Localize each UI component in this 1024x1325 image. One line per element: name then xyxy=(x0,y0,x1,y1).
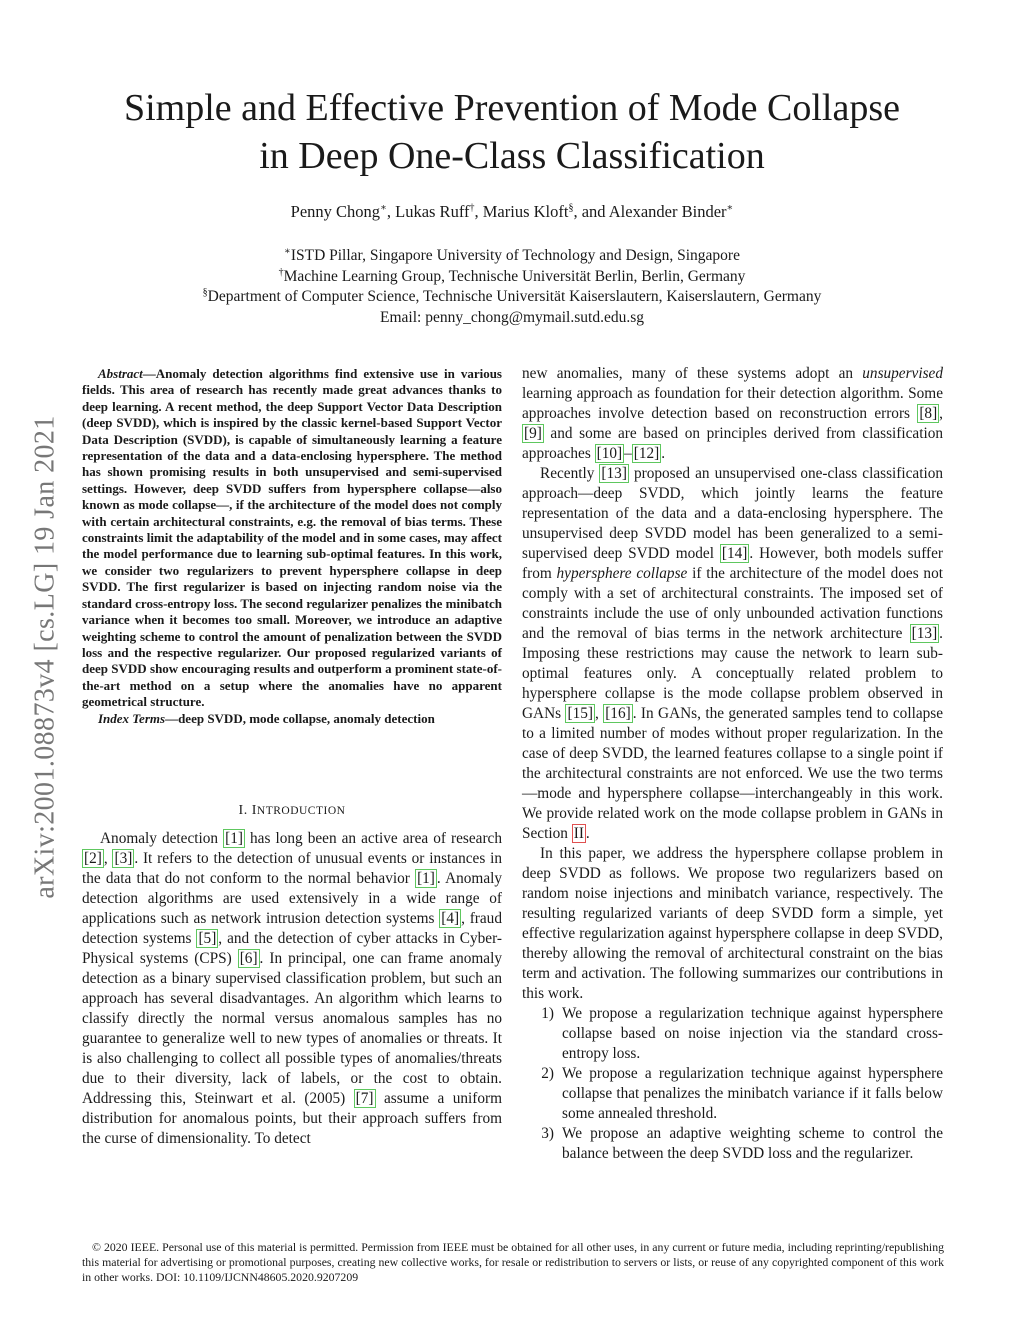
citation-link[interactable]: [2] xyxy=(84,850,102,867)
citation-link[interactable]: [1] xyxy=(225,830,243,847)
list-item xyxy=(522,1124,943,1164)
copyright-footer xyxy=(82,1240,944,1285)
affiliation-text: ISTD Pillar, Singapore University of Technology and Design, Singapore xyxy=(290,247,740,264)
body-paragraph: new anomalies, many of these systems adopt an unsupervised learning approach as foundation for their detection algorithm. Some approaches involve detection based on reconstruction errors [8] , [9] and some are based on principles derived from classification approaches [10] – [12] . xyxy=(522,365,943,462)
author-name: Alexander Binder xyxy=(608,202,727,221)
author-name: Lukas Ruff xyxy=(395,202,470,221)
paper-title xyxy=(60,84,964,180)
abstract-paragraph xyxy=(82,366,502,711)
intro-column-left xyxy=(82,829,502,1149)
affiliation-text: Department of Computer Science, Technische Universität Kaiserslautern, Kaiserslautern, Germany xyxy=(207,288,822,305)
section-number: I. xyxy=(238,803,252,818)
author-name: Marius Kloft xyxy=(482,202,569,221)
index-terms xyxy=(82,711,502,727)
list-text: We propose a regularization technique against hypersphere collapse based on noise injection via the standard cross-entropy loss. xyxy=(562,1005,943,1062)
section-link[interactable]: II xyxy=(573,825,584,842)
affiliation-mark: † xyxy=(278,266,284,278)
section-title-rest: NTRODUCTION xyxy=(256,805,346,817)
intro-paragraph: Anomaly detection [1] has long been an active area of research [2] , [3] . It refers to the detection of unusual events or instances in the data that do not conform to the normal behavior [1] . Anomaly detection algorithms are used extensively in a wide range of applications such as network intrusion detection systems [4] , fraud detection systems [5] , and the detection of cyber attacks in Cyber-Physical systems (CPS) [6] . In principal, one can frame anomaly detection as a binary supervised classification problem, but such an approach has several disadvantages. An algorithm which learns to classify directly the normal versus anomalous samples has no guarantee to generalize well to new types of anomalies or threats. It is also challenging to collect all possible types of anomalies/threats due to their diversity, lack of labels, or the cost to obtain. Addressing this, Steinwart et al. (2005) [7] assume a uniform distribution for anomalous points, but their approach suffers from the curse of dimensionality. To detect xyxy=(82,830,503,1147)
right-column xyxy=(522,364,943,1164)
list-item xyxy=(522,1064,943,1124)
title-line-2: in Deep One-Class Classification xyxy=(259,135,765,177)
body-paragraph: In this paper, we address the hypersphere collapse problem in deep SVDD as follows. We propose two regularizers based on random noise injections and minibatch variance, respectively. The resulting regularized variants of deep SVDD form a simple, yet effective regularization against hypersphere collapse in deep SVDD, thereby allowing the removal of architectural constraint on the bias term and activation. The following summarizes our contributions in this work. xyxy=(522,845,943,1002)
body-paragraph: Recently [13] proposed an unsupervised one-class classification approach—deep SVDD, which jointly learns the feature representation of the data and a data-enclosing hypersphere. The unsupervised deep SVDD model has been generalized to a semi-supervised deep SVDD model [14] . However, both models suffer from hypersphere collapse if the architecture of the model does not comply with a set of architectural constraints. The imposed set of constraints include the use of only unbounded activation functions and the removal of bias terms in the network architecture [13] . Imposing these restrictions may cause the network to learn sub-optimal features only. A conceptually related problem to hypersphere collapse is the mode collapse problem observed in GANs [15] , [16] . In GANs, the generated samples tend to collapse to a limited number of modes without proper regularization. In the case of deep SVDD, the learned features collapse to a single point if the architectural constraints are not enforced. We use the two terms—mode and hypersphere collapse—interchangeably in this work. We provide related work on the mode collapse problem in GANs in Section II . xyxy=(522,465,944,842)
list-item xyxy=(522,1004,943,1064)
citation-link[interactable]: [10] xyxy=(596,445,623,462)
author-mark: § xyxy=(568,202,574,214)
author-mark: ∗ xyxy=(726,202,734,214)
affiliation xyxy=(60,246,964,267)
affiliation xyxy=(60,267,964,288)
author-sep: , and xyxy=(573,202,609,221)
list-number: 3) xyxy=(541,1125,554,1142)
citation-link[interactable]: [5] xyxy=(198,930,217,947)
index-terms-label: Index Terms xyxy=(98,710,166,726)
citation-link[interactable]: [12] xyxy=(633,445,660,462)
citation-link[interactable]: [7] xyxy=(355,1090,374,1107)
citation-link[interactable]: [8] xyxy=(919,405,938,422)
citation-link[interactable]: [1] xyxy=(417,870,435,887)
citation-link[interactable]: [13] xyxy=(601,465,627,482)
arxiv-stamp: arXiv:2001.08873v4 [cs.LG] 19 Jan 2021 xyxy=(30,415,62,899)
list-number: 1) xyxy=(541,1005,554,1022)
citation-link[interactable]: [15] xyxy=(567,705,593,722)
abstract-text: —Anomaly detection algorithms find extensive use in various fields. This area of research has recently made great advances thanks to deep learning. A recent method, the deep Support Vector Data Description (deep SVDD), which is inspired by the classic kernel-based Support Vector Data Description (SVDD), is capable of simultaneously learning a feature representation of the data and a data-enclosing hypersphere. The method has shown promising results in both unsupervised and semi-supervised settings. However, deep SVDD suffers from hypersphere collapse—also known as mode collapse—, if the architecture of the model does not comply with certain architectural constraints, e.g. the removal of bias terms. These constraints limit the adaptability of the model and in some cases, may affect the model performance due to learning sub-optimal features. In this work, we consider two regularizers to prevent hypersphere collapse in deep SVDD. The first regularizer is based on injecting random noise via the standard cross-entropy loss. The second regularizer penalizes the minibatch variance when it becomes too small. Moreover, we introduce an adaptive weighting scheme to control the amount of penalization between the SVDD loss and the respective regularizer. Our proposed regularized variants of deep SVDD show encouraging results and outperform a prominent state-of-the-art method on a setup where the anomalies have no apparent geometrical structure. xyxy=(82,366,502,710)
author-name: Penny Chong xyxy=(290,202,381,221)
author-mark: † xyxy=(469,202,475,214)
citation-link[interactable]: [9] xyxy=(524,425,542,442)
affiliation-mark: ∗ xyxy=(284,245,291,257)
list-text: We propose a regularization technique against hypersphere collapse that penalizes the minibatch variance if it falls below some annealed threshold. xyxy=(562,1065,943,1122)
section-title-first: I xyxy=(251,803,257,818)
list-text: We propose an adaptive weighting scheme to control the balance between the deep SVDD loss and the regularizer. xyxy=(562,1125,943,1162)
index-terms-text: —deep SVDD, mode collapse, anomaly detection xyxy=(165,710,435,726)
list-number: 2) xyxy=(541,1065,554,1082)
abstract xyxy=(82,366,502,727)
abstract-label: Abstract xyxy=(98,366,143,381)
contribution-list xyxy=(522,1004,943,1164)
citation-link[interactable]: [3] xyxy=(114,850,133,867)
citation-link[interactable]: [14] xyxy=(721,545,748,562)
author-list xyxy=(60,202,964,222)
citation-link[interactable]: [13] xyxy=(911,625,938,642)
affiliation-text: Machine Learning Group, Technische Universität Berlin, Berlin, Germany xyxy=(283,267,746,285)
citation-link[interactable]: [4] xyxy=(441,910,460,927)
email: Email: penny_chong@mymail.sutd.edu.sg xyxy=(380,308,644,326)
title-line-1: Simple and Effective Prevention of Mode Collapse xyxy=(123,87,900,129)
author-sep: , xyxy=(474,202,483,221)
author-sep: , xyxy=(386,202,396,221)
author-mark: ∗ xyxy=(380,202,387,214)
section-heading xyxy=(82,803,502,819)
affiliations xyxy=(60,246,964,328)
footer-text: © 2020 IEEE. Personal use of this material is permitted. Permission from IEEE must be obtained for all other uses, in any current or future media, including reprinting/republishing this material for advertising or promotional purposes, creating new collective works, for resale or redistribution to servers or lists, or reuse of any copyrighted component of this work in other works. DOI: 10.1109/IJCNN48605.2020.9207209 xyxy=(82,1240,944,1284)
affiliation xyxy=(60,287,964,308)
citation-link[interactable]: [6] xyxy=(239,950,258,967)
affiliation-mark: § xyxy=(202,286,208,298)
citation-link[interactable]: [16] xyxy=(605,705,631,722)
